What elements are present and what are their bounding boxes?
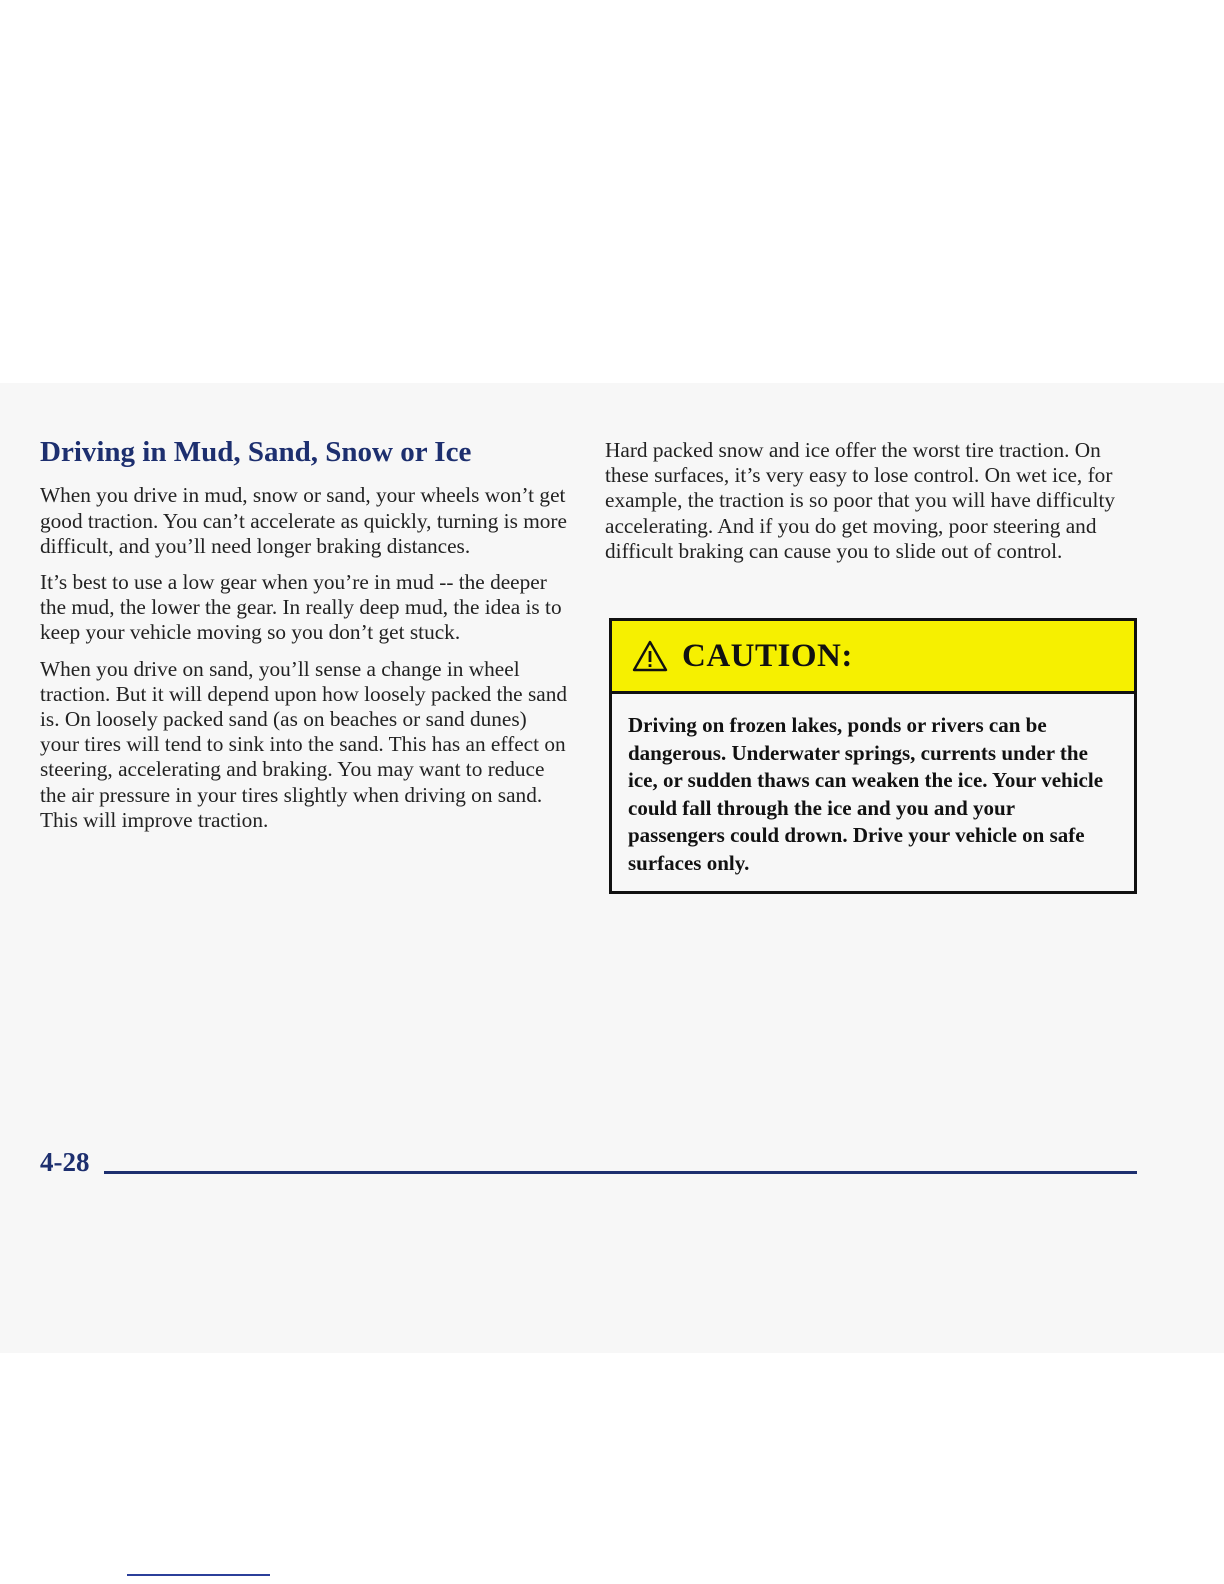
paragraph-sand: When you drive on sand, you’ll sense a change in wheel traction. But it will depend upon how loosely packed the sand is. On loosely packed sand (as on beaches or sand dunes) your tires will tend to sink into the sand. This has an effect on steering, accelerating and braking. You may want to reduce the air pressure in your tires slightly when driving on sand. This will improve traction. bbox=[40, 656, 567, 832]
footer-rule bbox=[104, 1171, 1137, 1174]
right-column bbox=[605, 438, 1137, 575]
warning-triangle-icon bbox=[632, 640, 668, 672]
section-heading: Driving in Mud, Sand, Snow or Ice bbox=[40, 436, 472, 468]
caution-box bbox=[609, 618, 1137, 894]
paragraph-snow-ice: Hard packed snow and ice offer the worst tire traction. On these surfaces, it’s very easy to lose control. On wet ice, for example, the traction is so poor that you will have difficulty accelerating. And if you do get moving, poor steering and difficult braking can cause you to slide out of control. bbox=[605, 438, 1116, 563]
paragraph-mud: It’s best to use a low gear when you’re in mud -- the deeper the mud, the lower the gear. In really deep mud, the idea is to keep your vehicle moving so you don’t get stuck. bbox=[40, 569, 562, 645]
caution-header bbox=[612, 621, 1134, 694]
left-column bbox=[40, 436, 570, 844]
caution-text: Driving on frozen lakes, ponds or rivers can be dangerous. Underwater springs, currents under the ice, or sudden thaws can weaken the ice. Your vehicle could fall through the ice and you and your passengers could drown. Drive your vehicle on safe surfaces only. bbox=[628, 713, 1104, 875]
page-number: 4-28 bbox=[40, 1147, 90, 1177]
bottom-underline bbox=[127, 1574, 270, 1576]
paragraph-traction: When you drive in mud, snow or sand, your wheels won’t get good traction. You can’t accelerate as quickly, turning is more difficult, and you’ll need longer braking distances. bbox=[40, 483, 567, 558]
caution-title: CAUTION: bbox=[682, 637, 853, 674]
